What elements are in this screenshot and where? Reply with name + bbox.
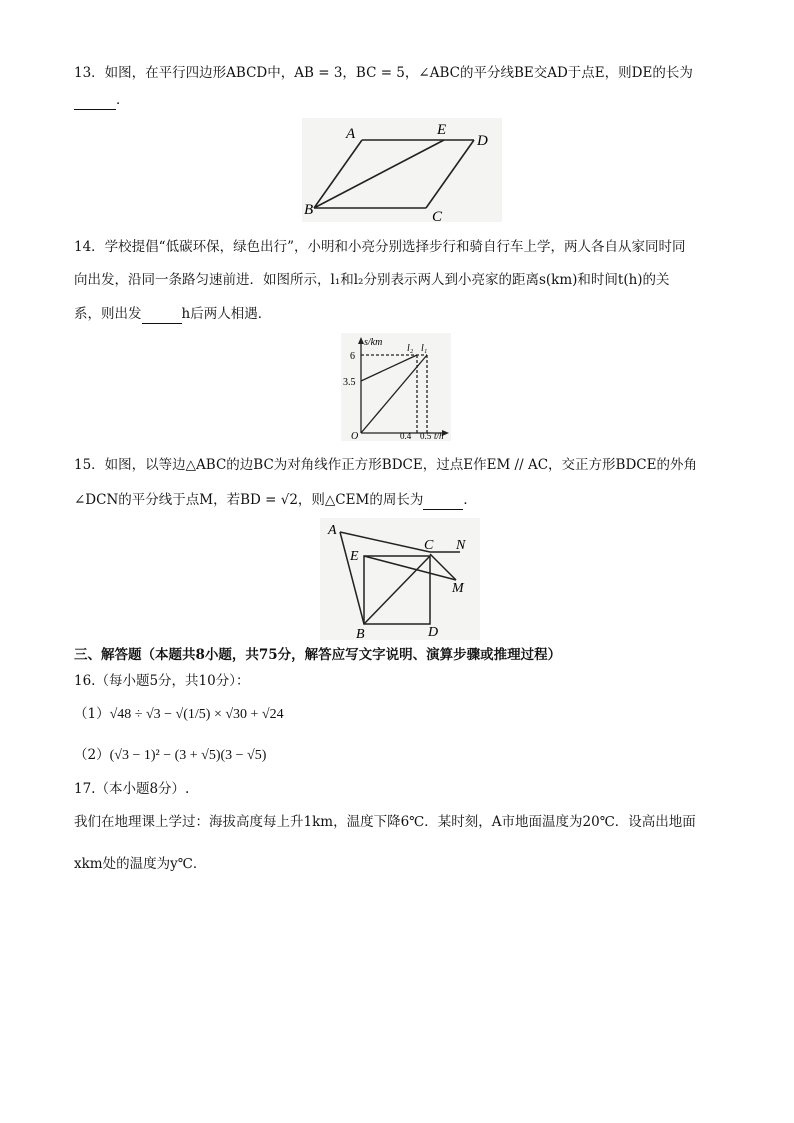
section-heading: 三、解答题（本题共8小题，共75分，解答应写文字说明、演算步骤或推理过程） [74,647,562,663]
label-m: M [452,581,464,596]
answer-blank [142,305,182,324]
q16-part2: （2）(√3 − 1)² − (3 + √5)(3 − √5) [74,747,267,763]
q13-line1: 13．如图，在平行四边形ABCD中，AB = 3，BC = 5，∠ABC的平分线BE交AD于点E，则DE的长为 [74,65,693,81]
q17-line1: 我们在地理课上学过：海拔高度每上升1km，温度下降6℃．某时刻，A市地面温度为20℃．设高出地面 [74,814,696,830]
q17-line2: xkm处的温度为y℃． [74,856,207,872]
q16-part1: （1）√48 ÷ √3 − √(1/5) × √30 + √24 [74,706,284,722]
q13-line2: ． [74,91,130,110]
line-l1-label: l₁ [421,343,428,354]
label-e: E [437,122,447,138]
label-d: D [477,133,488,149]
parallelogram-figure [302,118,502,222]
expression-1: √48 ÷ √3 − √(1/5) × √30 + √24 [109,707,284,722]
q17-title: 17.（本小题8分）. [74,781,190,797]
tick-x-0-4: 0.4 [400,431,412,441]
label-c: C [432,209,443,222]
line-l2-label: l₂ [407,343,414,354]
label-c: C [424,538,434,553]
q15-line2: ∠DCN的平分线于点M，若BD = √2，则△CEM的周长为 ． [74,492,477,508]
q16-title: 16.（每小题5分，共10分）： [74,673,250,689]
x-axis-label: t/h [434,431,444,441]
label-n: N [456,538,466,553]
answer-blank [423,491,463,510]
label-a: A [328,523,337,538]
tick-x-0-5: 0.5 [420,431,432,441]
tick-y-6: 6 [350,351,355,362]
label-b: B [304,202,314,218]
y-axis-label: s/km [364,337,383,348]
label-e: E [350,549,359,564]
q14-line2: 向出发，沿同一条路匀速前进．如图所示，l₁和l₂分别表示两人到小亮家的距离s(km)和时间t(h)的关 [74,272,670,288]
answer-blank [74,91,116,110]
origin-label: O [351,431,359,441]
q15-line1: 15．如图，以等边△ABC的边BC为对角线作正方形BDCE，过点E作EM // AC，交正方形BDCE的外角 [74,457,697,473]
label-a: A [346,126,356,142]
expression-2: (√3 − 1)² − (3 + √5)(3 − √5) [109,748,267,763]
square-triangle-figure [320,518,480,640]
tick-y-3-5: 3.5 [343,377,356,388]
label-d: D [428,625,439,640]
q14-line1: 14．学校提倡“低碳环保，绿色出行”，小明和小亮分别选择步行和骑自行车上学，两人各自从家同时同 [74,239,686,255]
distance-time-graph [341,333,451,441]
label-b: B [356,627,365,640]
q14-line3: 系，则出发 h后两人相遇． [74,306,272,322]
